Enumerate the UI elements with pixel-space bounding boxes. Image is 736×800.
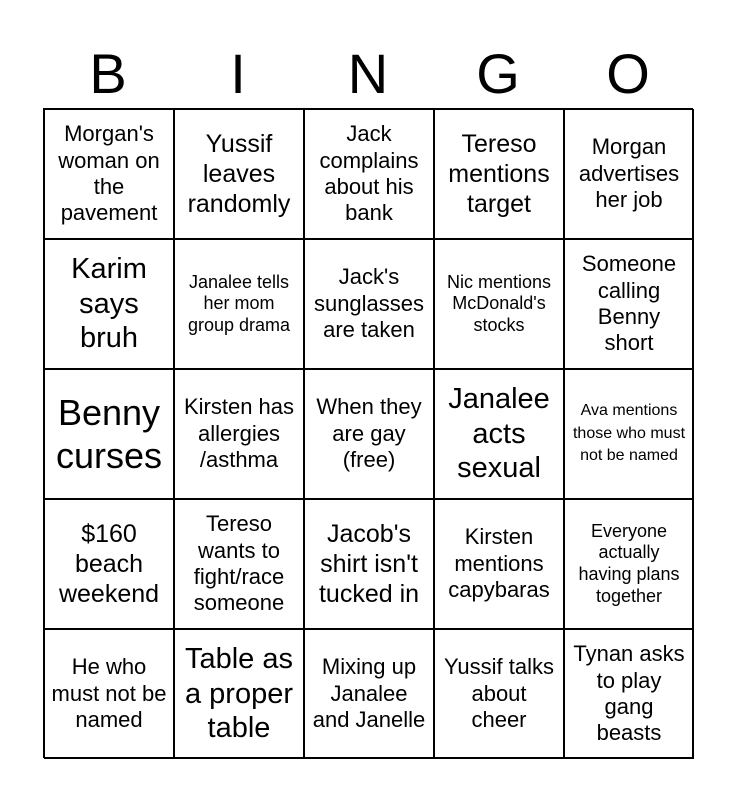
cell-text: Morgan's woman on the pavement xyxy=(58,121,160,226)
bingo-cell[interactable] xyxy=(44,369,174,499)
cell-text: Ava mentions those who must not be named xyxy=(572,402,686,465)
cell-text: Kirsten has allergies /asthma xyxy=(183,394,295,473)
cell-text: Morgan advertises her job xyxy=(578,134,680,213)
bingo-cell[interactable] xyxy=(564,239,694,369)
bingo-cell[interactable] xyxy=(434,109,564,239)
bingo-cell[interactable] xyxy=(304,369,434,499)
bingo-cell[interactable] xyxy=(174,239,304,369)
bingo-cell[interactable] xyxy=(44,629,174,759)
header-letter-g: G xyxy=(476,42,520,105)
bingo-header xyxy=(43,40,693,108)
cell-text: Someone calling Benny short xyxy=(581,251,677,356)
bingo-cell[interactable] xyxy=(564,499,694,629)
bingo-cell[interactable] xyxy=(174,499,304,629)
bingo-cell[interactable] xyxy=(304,499,434,629)
bingo-cell[interactable] xyxy=(44,109,174,239)
bingo-cell[interactable] xyxy=(434,629,564,759)
cell-text: Tynan asks to play gang beasts xyxy=(573,641,685,746)
bingo-cell[interactable] xyxy=(174,629,304,759)
cell-text: Nic mentions McDonald's stocks xyxy=(446,271,552,335)
bingo-cell[interactable] xyxy=(44,499,174,629)
bingo-cell[interactable] xyxy=(564,369,694,499)
bingo-cell[interactable] xyxy=(174,369,304,499)
cell-text: Yussif talks about cheer xyxy=(443,654,555,733)
header-letter-o: O xyxy=(606,42,650,105)
cell-text: Yussif leaves randomly xyxy=(187,130,291,218)
cell-text: Karim says bruh xyxy=(71,252,147,355)
cell-text: Tereso mentions target xyxy=(448,130,550,218)
bingo-cell[interactable] xyxy=(564,629,694,759)
cell-text: Janalee acts sexual xyxy=(448,382,550,485)
bingo-cell[interactable] xyxy=(304,239,434,369)
cell-text: He who must not be named xyxy=(51,654,167,733)
cell-text: $160 beach weekend xyxy=(58,520,160,608)
bingo-cell[interactable] xyxy=(304,109,434,239)
bingo-cell[interactable] xyxy=(44,239,174,369)
bingo-cell[interactable] xyxy=(564,109,694,239)
cell-text: When they are gay (free) xyxy=(316,394,422,473)
header-letter-i: I xyxy=(230,42,246,105)
header-letter-b: B xyxy=(89,42,127,105)
bingo-cell[interactable] xyxy=(174,109,304,239)
bingo-board xyxy=(43,108,693,758)
bingo-cell[interactable] xyxy=(434,239,564,369)
cell-text: Jack complains about his bank xyxy=(319,121,419,226)
cell-text: Everyone actually having plans together xyxy=(578,520,680,606)
bingo-cell[interactable] xyxy=(304,629,434,759)
cell-text: Tereso wants to fight/race someone xyxy=(193,511,285,616)
cell-text: Mixing up Janalee and Janelle xyxy=(312,654,426,733)
cell-text: Jacob's shirt isn't tucked in xyxy=(318,520,420,608)
bingo-cell[interactable] xyxy=(434,369,564,499)
cell-text: Benny curses xyxy=(55,391,163,476)
cell-text: Jack's sunglasses are taken xyxy=(313,264,425,343)
header-letter-n: N xyxy=(347,42,389,105)
cell-text: Kirsten mentions capybaras xyxy=(448,524,550,603)
cell-text: Table as a proper table xyxy=(184,642,293,745)
cell-text: Janalee tells her mom group drama xyxy=(187,271,291,335)
bingo-cell[interactable] xyxy=(434,499,564,629)
